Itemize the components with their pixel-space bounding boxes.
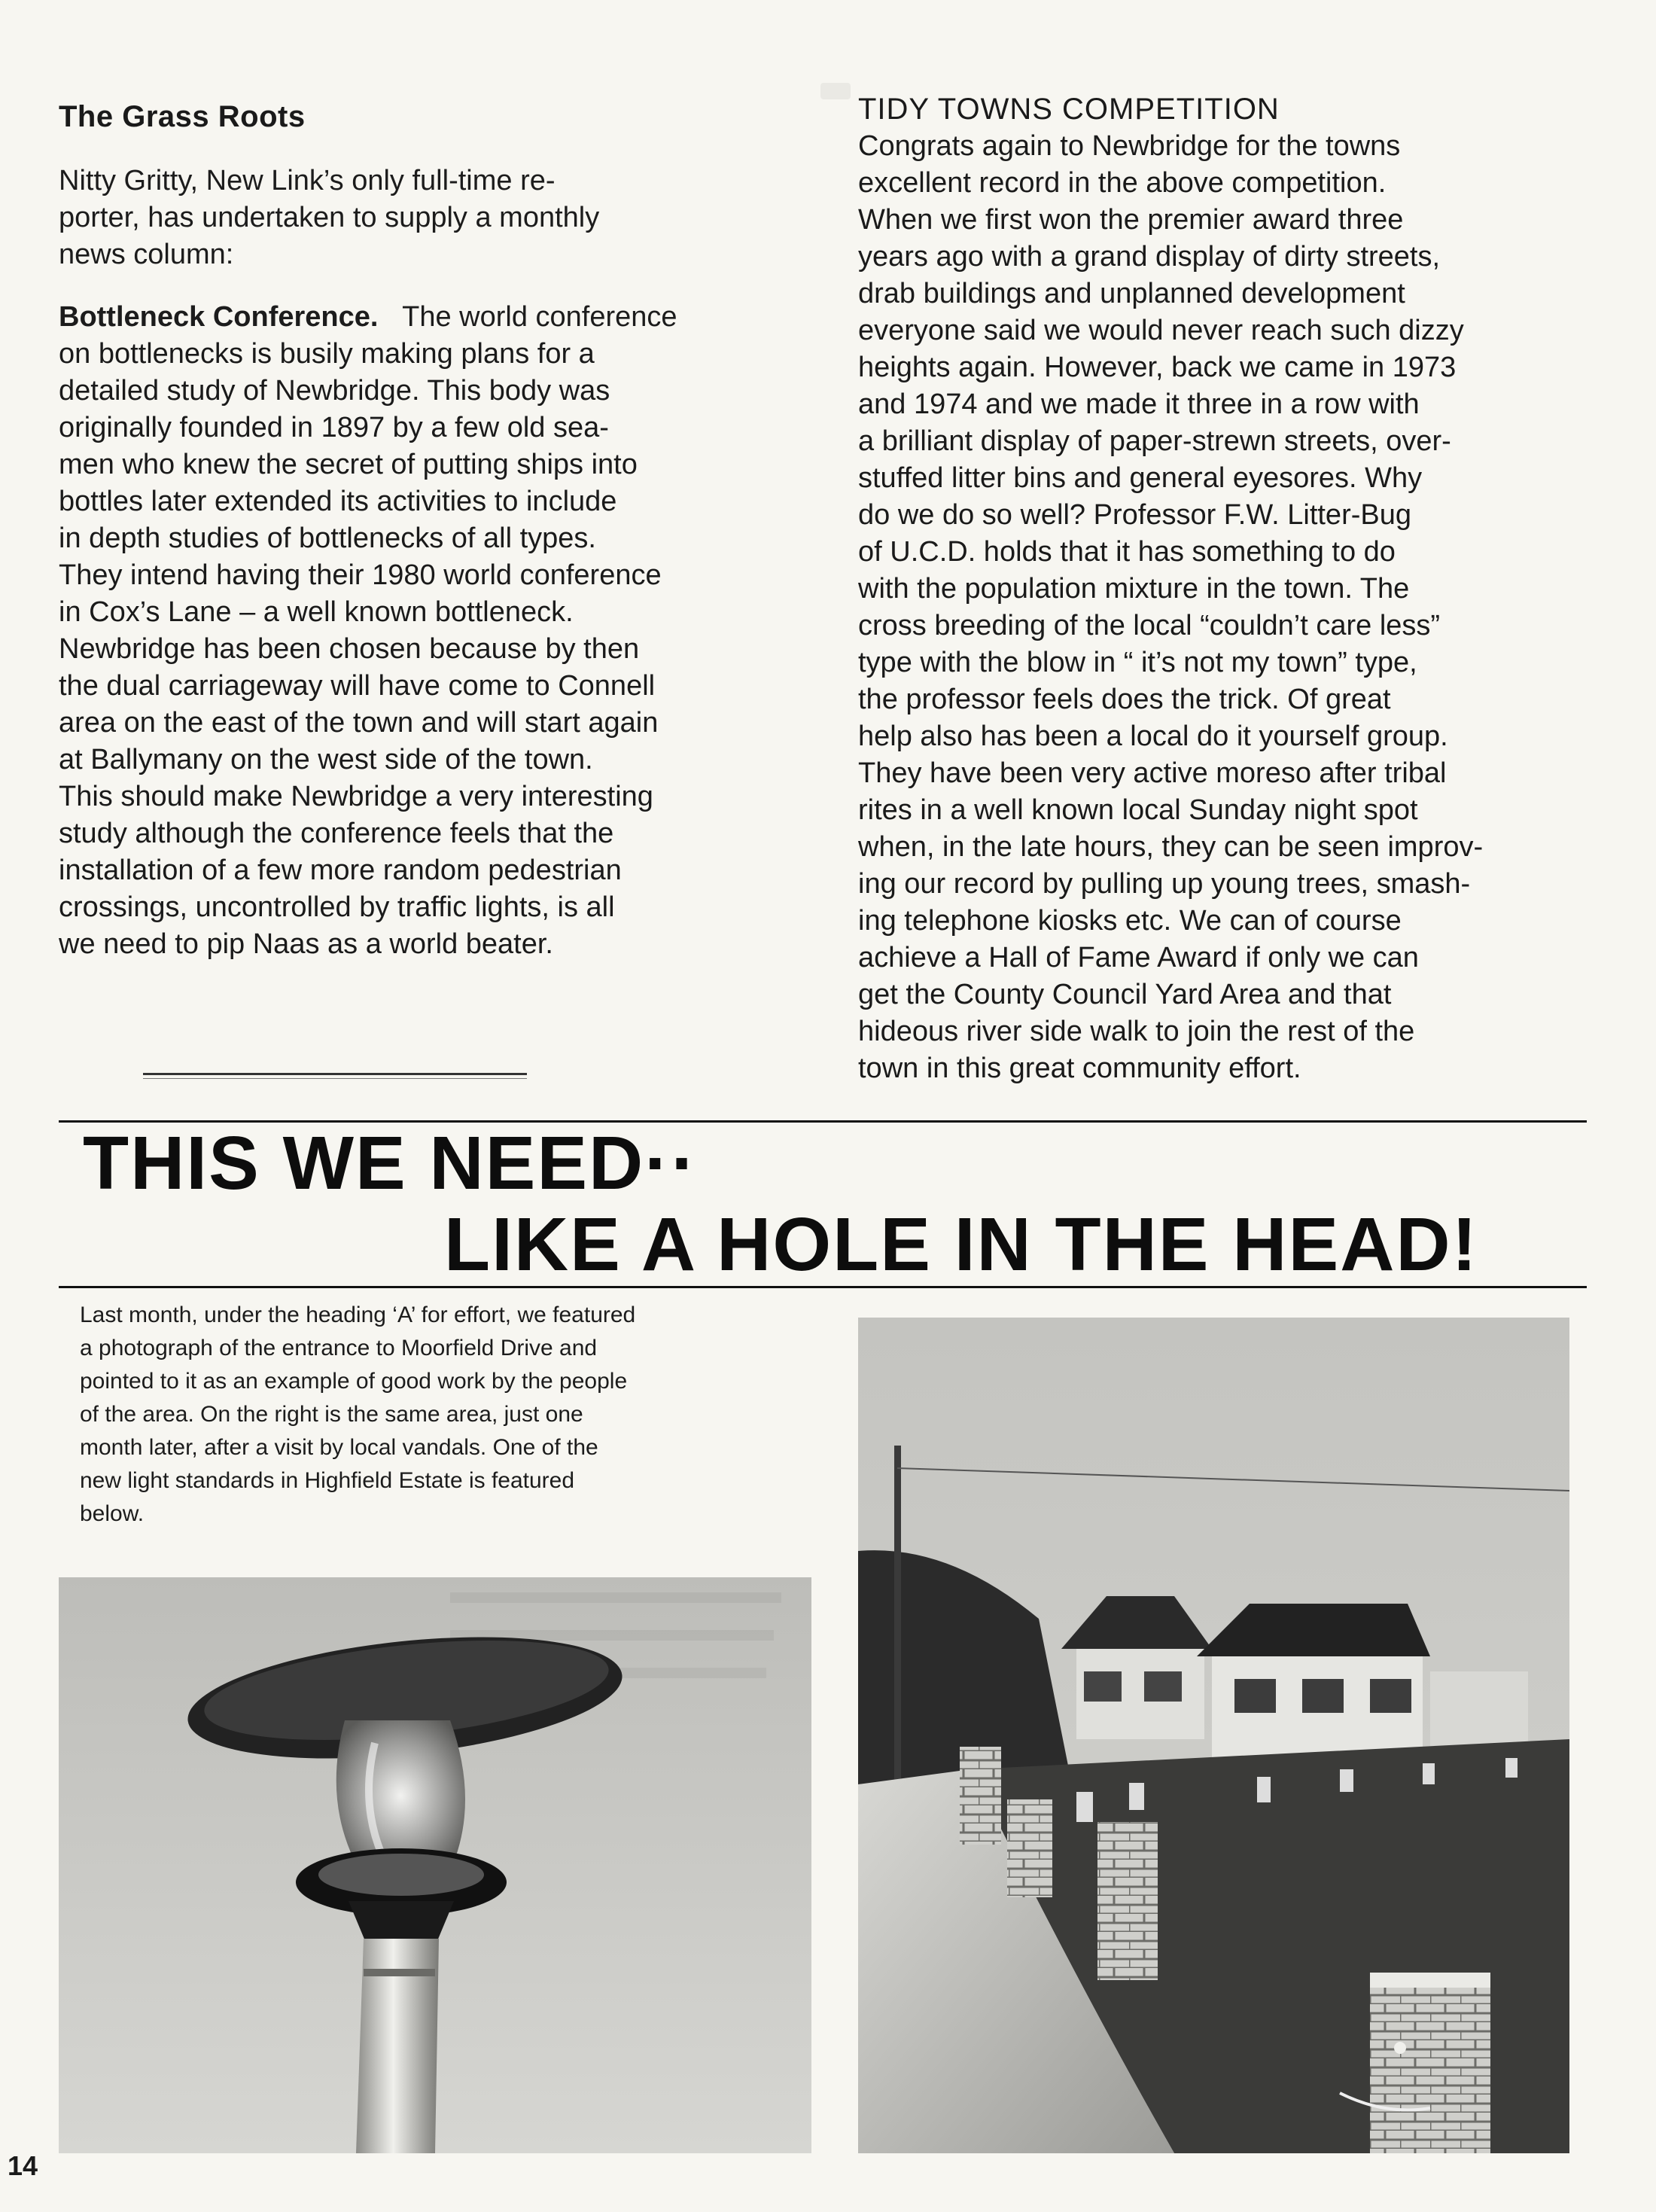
left-column: [59, 98, 811, 963]
bottleneck-first-line: [59, 299, 811, 336]
lamp-photo: [59, 1577, 811, 2153]
bottleneck-first-line-rest: The world conference: [402, 301, 677, 333]
page-number: 14: [8, 2150, 38, 2181]
grass-roots-title: The Grass Roots: [59, 100, 306, 133]
moorfield-drive-image: [858, 1318, 1569, 2153]
headline-line-2: LIKE A HOLE IN THE HEAD!: [444, 1202, 1478, 1287]
section-divider-thin: [143, 1078, 527, 1079]
headline-rule-bottom: [59, 1286, 1587, 1288]
show-through: [820, 83, 851, 99]
bottleneck-body: on bottlenecks is busily making plans for a detailed study of Newbridge. This body was originally founded in 1897 by a few old sea- men who knew the secret of putting ships into bottles later extended its activities to include in depth studies of bottlenecks of all types. They intend having their 1980 world conference in Cox’s Lane – a well known bottleneck. Newbridge has been chosen because by then the dual carriageway will have come to Connell area on the east of the town and will start again at Ballymany on the west side of the town. This should make Newbridge a very interesting study although the conference feels that the installation of a few more random pedestrian crossings, uncontrolled by traffic lights, is all we need to pip Naas as a world beater.: [59, 338, 662, 960]
section-divider: [143, 1073, 527, 1075]
right-column: [858, 90, 1611, 1087]
vandalised-entrance-photo: [858, 1318, 1569, 2153]
tidy-towns-title: TIDY TOWNS COMPETITION: [858, 93, 1280, 126]
bottleneck-lead: Bottleneck Conference.: [59, 301, 379, 333]
headline-line-1: THIS WE NEED··: [83, 1121, 698, 1205]
grass-roots-intro: Nitty Gritty, New Link’s only full-time re- porter, has undertaken to supply a monthly news column:: [59, 165, 600, 270]
photo-caption: Last month, under the heading ‘A’ for effort, we featured a photograph of the entrance to Moorfield Drive and pointed to it as an example of good work by the people of the area. On the right is the same area, just one month later, after a visit by local vandals. One of the new light standards in Highfield Estate is featured below.: [80, 1303, 636, 1526]
tidy-towns-body: Congrats again to Newbridge for the towns excellent record in the above competition. When we first won the premier award three years ago with a grand display of dirty streets, drab buildings and unplanned development everyone said we would never reach such dizzy heights again. However, back we came in 1973 and 1974 and we made it three in a row with a brilliant display of paper-strewn streets, over- stuffed litter bins and general eyesores. Why do we do so well? Professor F.W. Litter-Bug of U.C.D. holds that it has something to do with the population mixture in the town. The cross breeding of the local “couldn’t care less” type with the blow in “ it’s not my town” type, the professor feels does the trick. Of great help also has been a local do it yourself group. They have been very active moreso after tribal rites in a well known local Sunday night spot when, in the late hours, they can be seen improv- ing our record by pulling up young trees, smash- ing telephone kiosks etc. We can of course achieve a Hall of Fame Award if only we can get the County Council Yard Area and that hideous river side walk to join the rest of the town in this great community effort.: [858, 130, 1484, 1084]
street-lamp-image: [59, 1577, 811, 2153]
